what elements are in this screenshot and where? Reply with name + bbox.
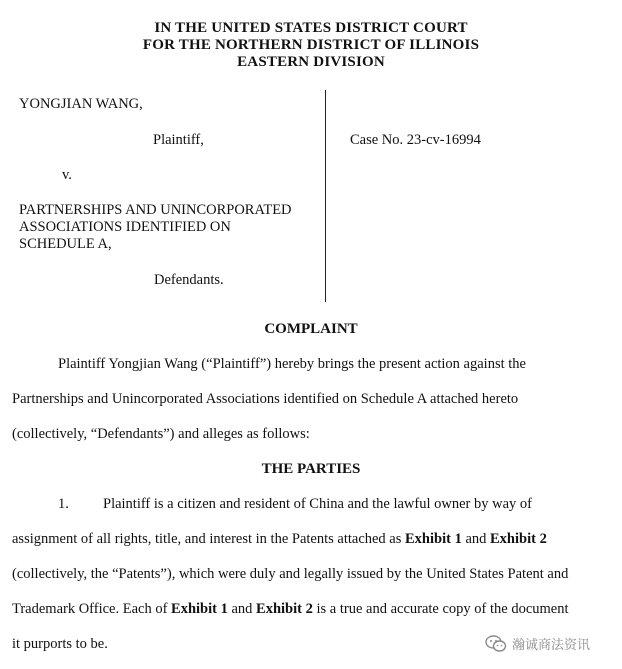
para1-line-2-text: assignment of all rights, title, and interest in the Patents attached as — [12, 531, 406, 547]
watermark — [481, 632, 594, 655]
and-word: and — [461, 531, 491, 547]
plaintiff-name: YONGJIAN WANG, — [19, 96, 143, 112]
plaintiff-label: Plaintiff, — [153, 132, 204, 148]
para1-line-1: Plaintiff is a citizen and resident of China and the lawful owner by way of — [103, 496, 532, 512]
court-division: EASTERN DIVISION — [237, 54, 385, 70]
para1-line-4-text-a: Trademark Office. Each of — [12, 601, 172, 617]
para1-line-2 — [12, 531, 547, 548]
para1-line-5: it purports to be. — [12, 636, 108, 652]
parties-heading: THE PARTIES — [261, 461, 361, 477]
case-number: Case No. 23-cv-16994 — [350, 132, 481, 148]
defendants-label: Defendants. — [154, 272, 224, 288]
exhibit-1-ref-2: Exhibit 1 — [171, 601, 228, 617]
defendant-name-line1: PARTNERSHIPS AND UNINCORPORATED — [19, 202, 292, 218]
para1-line-3: (collectively, the “Patents”), which were duly and legally issued by the United States Patent and — [12, 566, 569, 582]
intro-line-2: Partnerships and Unincorporated Associations identified on Schedule A attached hereto — [12, 391, 519, 407]
exhibit-1-ref: Exhibit 1 — [405, 531, 462, 547]
intro-line-3: (collectively, “Defendants”) and alleges as follows: — [12, 426, 310, 442]
para1-line-4 — [12, 601, 569, 618]
defendant-name-line2: ASSOCIATIONS IDENTIFIED ON — [19, 219, 231, 235]
court-name-line2: FOR THE NORTHERN DISTRICT OF ILLINOIS — [142, 37, 480, 53]
exhibit-2-ref-2: Exhibit 2 — [256, 601, 313, 617]
caption-divider — [325, 90, 326, 302]
versus: v. — [62, 167, 72, 183]
watermark-text: 瀚诚商法资讯 — [512, 638, 591, 653]
intro-line-1: Plaintiff Yongjian Wang (“Plaintiff”) hereby brings the present action against the — [58, 356, 526, 372]
complaint-title: COMPLAINT — [264, 321, 358, 337]
para1-line-4-text-b: is a true and accurate copy of the document — [312, 601, 569, 617]
court-name-line1: IN THE UNITED STATES DISTRICT COURT — [154, 20, 468, 36]
defendant-name-line3: SCHEDULE A, — [19, 236, 112, 252]
and-word-2: and — [227, 601, 257, 617]
exhibit-2-ref: Exhibit 2 — [490, 531, 547, 547]
paragraph-number: 1. — [58, 496, 69, 512]
wechat-icon — [485, 635, 507, 653]
